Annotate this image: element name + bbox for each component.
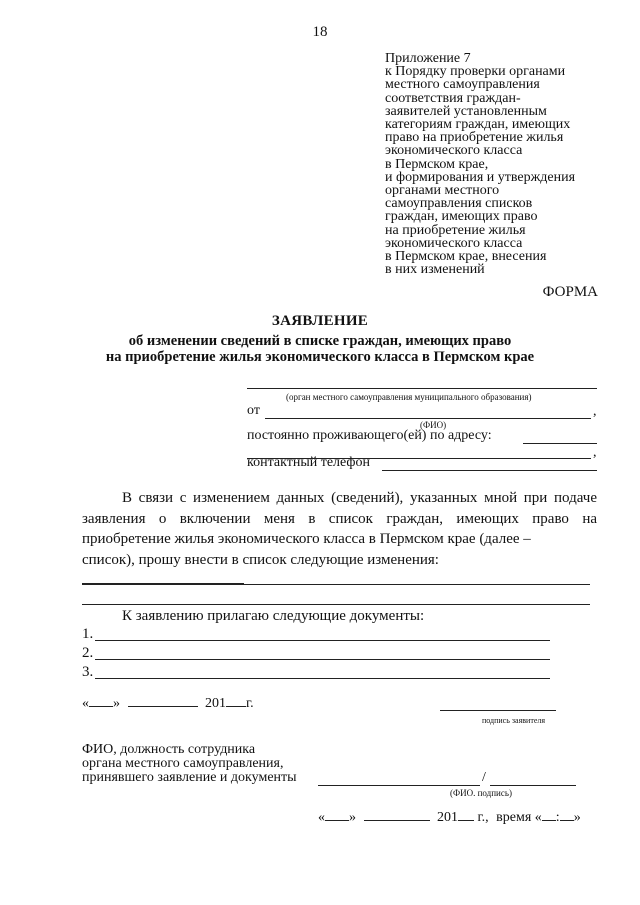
final-year-suffix: г., [477, 810, 489, 825]
slash: / [482, 770, 486, 785]
year-suffix: г. [246, 696, 254, 711]
final-month-field[interactable] [364, 820, 430, 821]
appendix-line: граждан, имеющих право [385, 209, 538, 225]
from-fio-field[interactable] [265, 418, 591, 419]
appendix-line: в Пермском крае, [385, 156, 489, 172]
phone-label: контактный телефон [247, 455, 370, 470]
employee-fio-field[interactable] [318, 785, 480, 786]
final-year-prefix: 201 [437, 810, 458, 825]
appendix-line: местного самоуправления [385, 77, 540, 93]
employee-line: принявшего заявление и документы [82, 770, 297, 785]
hour-field[interactable] [542, 820, 556, 821]
changes-line-2[interactable] [82, 584, 590, 585]
appendix-line: экономического класса [385, 235, 523, 251]
org-name-field[interactable] [247, 388, 597, 389]
form-label: ФОРМА [542, 284, 598, 300]
fio-caption: (ФИО) [420, 420, 447, 430]
appendix-line: в них изменений [385, 262, 485, 278]
year-prefix: 201 [205, 696, 226, 711]
appendix-line: экономического класса [385, 143, 523, 159]
appendix-line: органами местного [385, 183, 500, 199]
from-label: от [247, 403, 260, 418]
attach-item-2: 2. [82, 645, 94, 661]
signature-field[interactable] [440, 710, 556, 711]
subtitle-line: на приобретение жилья экономического класса в Пермском крае [105, 349, 535, 365]
employee-block [82, 743, 297, 785]
minute-field[interactable] [560, 820, 574, 821]
residing-label: постоянно проживающего(ей) по адресу: [247, 428, 492, 443]
org-caption: (орган местного самоуправления муниципального образования) [286, 392, 532, 402]
final-date [318, 810, 581, 826]
appendix-line: и формирования и утверждения [385, 169, 576, 185]
attach-field-1[interactable] [95, 640, 550, 641]
employee-sign-field[interactable] [490, 785, 576, 786]
attach-label: К заявлению прилагаю следующие документы: [122, 608, 425, 624]
appendix-line: в Пермском крае, внесения [385, 249, 547, 265]
document-subtitle [0, 333, 640, 365]
appendix-line: на приобретение жилья [385, 222, 526, 238]
time-label: время « [496, 810, 542, 825]
body-text: В связи с изменением данных (сведений), указанных мной при подаче заявления о включении меня в список граждан, имеющих право на приобретение жилья экономического класса в Пермском крае (далее – [82, 490, 597, 547]
comma: , [593, 445, 597, 460]
final-day-field[interactable] [325, 820, 349, 821]
month-field[interactable] [128, 706, 198, 707]
attach-item-3: 3. [82, 664, 94, 680]
signature-caption: подпись заявителя [482, 716, 546, 725]
attach-field-2[interactable] [95, 659, 550, 660]
appendix-line: Приложение 7 [385, 51, 471, 66]
time-sep: : [555, 810, 560, 825]
body-paragraph [82, 488, 597, 591]
appendix-line: соответствия граждан- [385, 90, 521, 106]
applicant-date [82, 696, 254, 712]
page-number: 18 [312, 24, 328, 40]
day-field[interactable] [89, 706, 113, 707]
address-field[interactable] [523, 443, 597, 444]
quote-open: « [82, 696, 89, 711]
fio-sign-caption: (ФИО. подпись) [450, 788, 512, 798]
appendix-block [385, 52, 635, 276]
attach-item-1: 1. [82, 626, 94, 642]
appendix-line: заявителей установленным [385, 103, 547, 119]
subtitle-line: об изменении сведений в списке граждан, имеющих право [128, 333, 512, 349]
attach-field-3[interactable] [95, 678, 550, 679]
body-last-text: список), прошу внести в список следующие изменения: [82, 551, 439, 568]
comma: , [593, 404, 597, 419]
appendix-line: самоуправления списков [385, 196, 533, 212]
employee-line: ФИО, должность сотрудника [82, 742, 256, 757]
appendix-line: категориям граждан, имеющих [385, 117, 571, 133]
document-title: ЗАЯВЛЕНИЕ [271, 313, 369, 329]
appendix-line: право на приобретение жилья [385, 130, 564, 146]
time-close: » [573, 810, 581, 825]
employee-line: органа местного самоуправления, [82, 756, 284, 771]
appendix-line: к Порядку проверки органами [385, 64, 566, 80]
phone-field[interactable] [382, 470, 597, 471]
changes-line-3[interactable] [82, 604, 590, 605]
quote-open: « [318, 810, 325, 825]
quote-close: » [113, 696, 120, 711]
quote-close: » [349, 810, 356, 825]
final-year-field[interactable] [458, 820, 474, 821]
year-field[interactable] [226, 706, 246, 707]
